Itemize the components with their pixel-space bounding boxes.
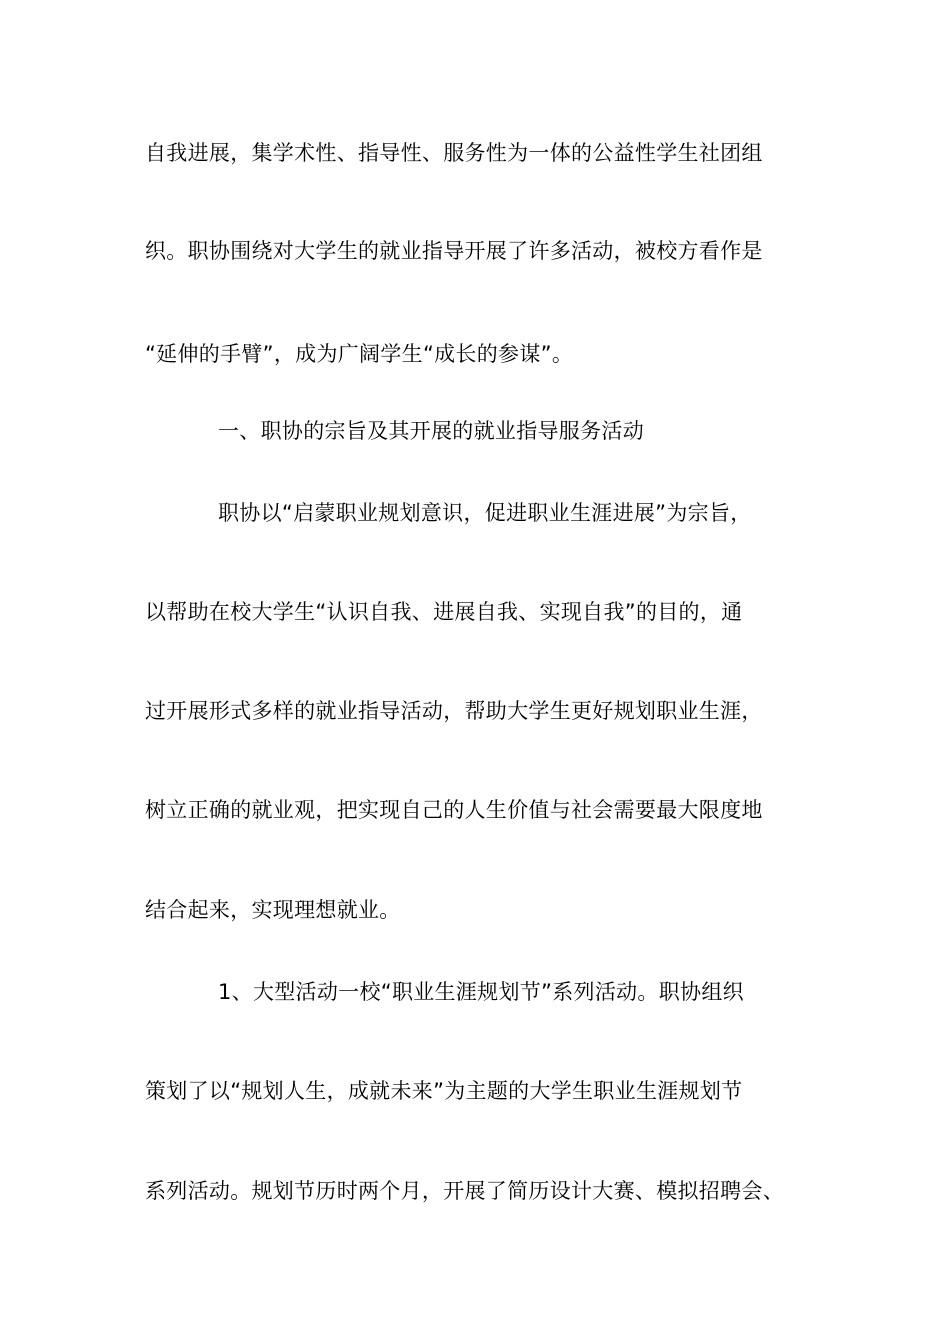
paragraph-line-10: 1、大型活动一校“职业生涯规划节”系列活动。职协组织	[218, 980, 744, 1004]
paragraph-line-7: 过开展形式多样的就业指导活动，帮助大学生更好规划职业生涯，	[145, 699, 763, 723]
paragraph-line-6: 以帮助在校大学生“认识自我、进展自我、实现自我”的目的，通	[145, 600, 743, 624]
paragraph-line-11: 策划了以“规划人生，成就未来”为主题的大学生职业生涯规划节	[145, 1079, 743, 1103]
paragraph-line-9: 结合起来，实现理想就业。	[145, 898, 401, 922]
paragraph-line-3: “延伸的手臂”，成为广阔学生“成长的参谋”。	[145, 342, 574, 366]
paragraph-line-2: 织。职协围绕对大学生的就业指导开展了许多活动，被校方看作是	[145, 239, 763, 263]
paragraph-line-8: 树立正确的就业观，把实现自己的人生价值与社会需要最大限度地	[145, 798, 763, 822]
paragraph-line-5: 职协以“启蒙职业规划意识，促进职业生涯进展”为宗旨，	[218, 501, 752, 525]
paragraph-line-1: 自我进展，集学术性、指导性、服务性为一体的公益性学生社团组	[145, 141, 763, 165]
paragraph-line-12: 系列活动。规划节历时两个月，开展了简历设计大赛、模拟招聘会、	[145, 1179, 784, 1203]
section-heading: 一、职协的宗旨及其开展的就业指导服务活动	[218, 419, 644, 443]
